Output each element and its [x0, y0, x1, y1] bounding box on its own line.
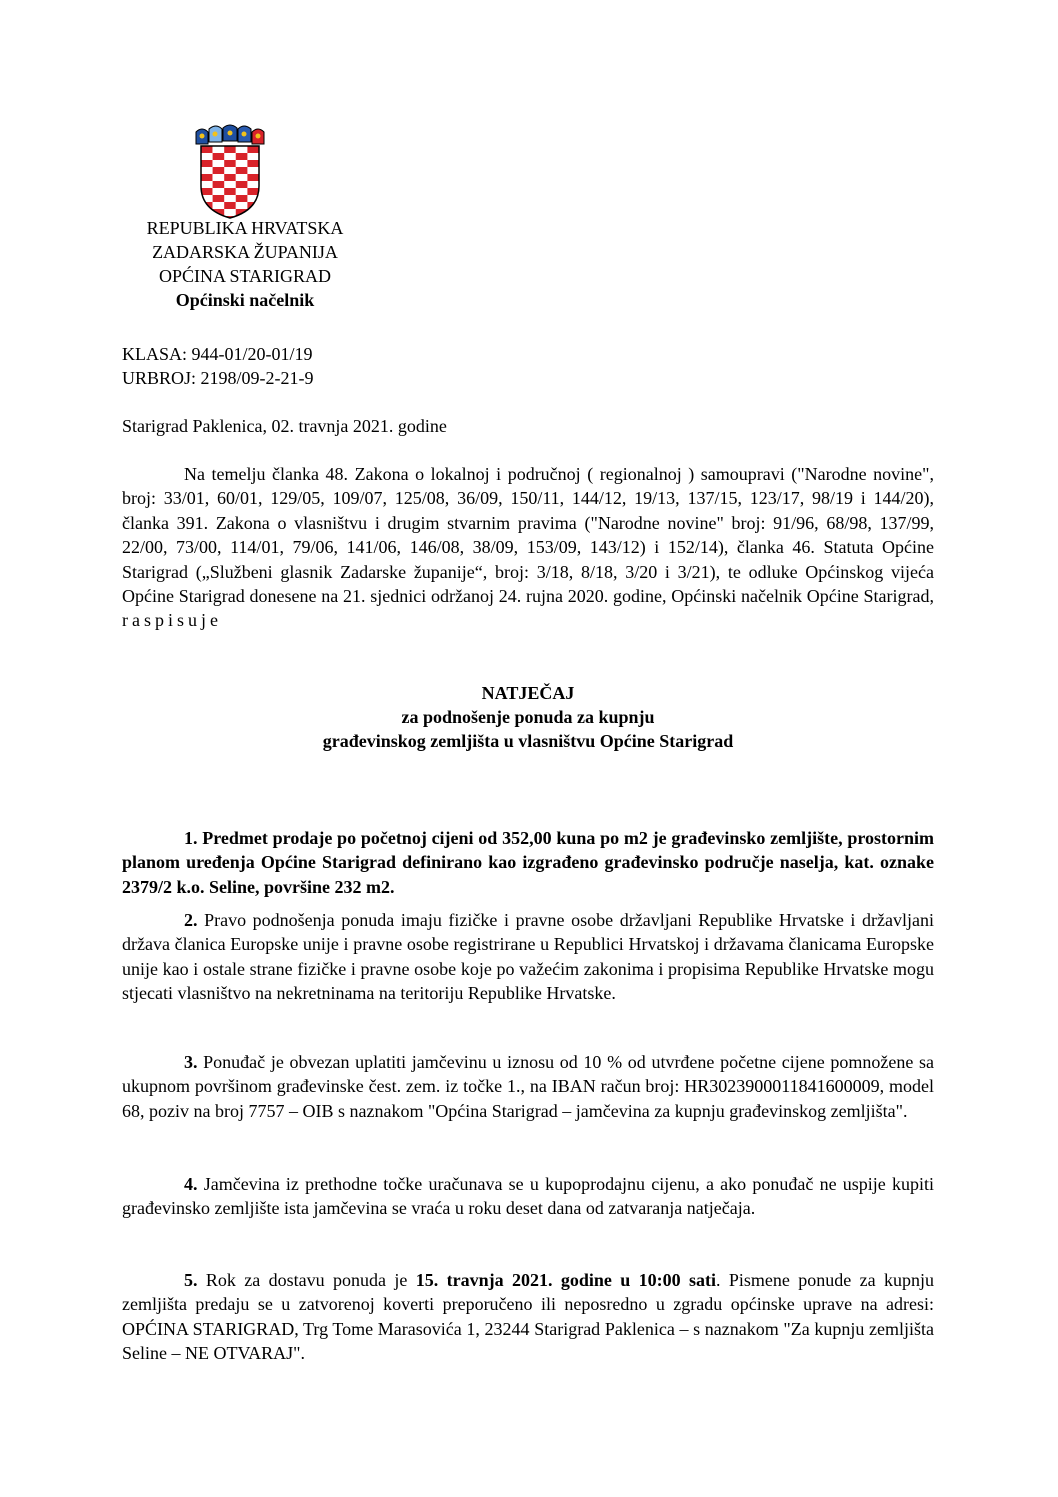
- issuer-header: [100, 216, 390, 312]
- item-5-text-a: Rok za dostavu ponuda je: [197, 1270, 416, 1290]
- item-2-paragraph: [122, 908, 934, 1006]
- header-line-county: ZADARSKA ŽUPANIJA: [152, 242, 338, 262]
- header-line-mayor: Općinski načelnik: [175, 290, 315, 310]
- item-5-number: 5.: [184, 1270, 198, 1290]
- item-4-text: Jamčevina iz prethodne točke uračunava se u kupoprodajnu cijenu, a ako ponuđač ne uspije kupiti građevinsko zemljište ista jamčevina se vraća u roku deset dana od zatvaranja natječaja.: [122, 1174, 934, 1219]
- intro-verb: raspisuje: [122, 610, 222, 631]
- klasa-line: KLASA: 944-01/20-01/19: [122, 344, 313, 364]
- header-line-republic: REPUBLIKA HRVATSKA: [146, 218, 344, 238]
- reference-numbers: [122, 342, 314, 390]
- item-3-number: 3.: [184, 1052, 198, 1072]
- intro-text: Na temelju članka 48. Zakona o lokalnoj i područnoj ( regionalnoj ) samoupravi ("Narodne novine", broj: 33/01, 60/01, 129/05, 109/07, 125/08, 36/09, 150/11, 144/12, 19/13, 137/15, 123/17, 98/19 i 144/20), članka 391. Zakona o vlasništvu i drugim stvarnim pravima ("Narodne novine" broj: 91/96, 68/98, 137/99, 22/00, 73/00, 114/01, 79/06, 141/06, 146/08, 38/09, 153/09, 143/12) i 152/14), članka 46. Statuta Općine Starigrad („Službeni glasnik Zadarske županije“, broj: 3/18, 8/18, 3/20 i 3/21), te odluke Općinskog vijeća Općine Starigrad donesene na 21. sjednici održanoj 24. rujna 2020. godine, Općinski načelnik Općine Starigrad,: [122, 464, 934, 607]
- item-3-paragraph: [122, 1050, 934, 1123]
- item-5-paragraph: [122, 1268, 934, 1366]
- title-line-1: NATJEČAJ: [481, 683, 575, 703]
- intro-paragraph: [122, 462, 934, 633]
- item-2-number: 2.: [184, 910, 198, 930]
- item-3-text: Ponuđač je obvezan uplatiti jamčevinu u iznosu od 10 % od utvrđene početne cijene pomnožene sa ukupnom površinom građevinske čest. zem. iz točke 1., na IBAN račun broj: HR3023900011841600009, model 68, poziv na broj 7757 – OIB s naznakom "Općina Starigrad – jamčevina za kupnju građevinskog zemljišta".: [122, 1052, 934, 1121]
- document-title: [122, 681, 934, 753]
- checkered-shield-icon: [201, 146, 259, 218]
- item-4-paragraph: [122, 1172, 934, 1221]
- title-line-3: građevinskog zemljišta u vlasništvu Općine Starigrad: [322, 731, 734, 751]
- place-date-line: Starigrad Paklenica, 02. travnja 2021. godine: [122, 416, 447, 436]
- crown-icon: [196, 125, 264, 144]
- croatian-coat-of-arms-emblem: [192, 124, 268, 220]
- header-line-municipality: OPĆINA STARIGRAD: [158, 266, 332, 286]
- item-5-deadline: 15. travnja 2021. godine u 10:00 sati: [415, 1270, 717, 1290]
- title-line-2: za podnošenje ponuda za kupnju: [401, 707, 655, 727]
- item-5-text-b: . Pismene ponude za kupnju zemljišta predaju se u zatvorenoj koverti preporučeno ili neposredno u zgradu općinske uprave na adresi: OPĆINA STARIGRAD, Trg Tome Marasovića 1, 23244 Starigrad Paklenica – s naznakom "Za kupnju zemljišta Seline – NE OTVARAJ".: [122, 1270, 934, 1364]
- urbroj-line: URBROJ: 2198/09-2-21-9: [122, 368, 314, 388]
- item-2-text: Pravo podnošenja ponuda imaju fizičke i pravne osobe državljani Republike Hrvatske i državljani država članica Europske unije i pravne osobe registrirane u Republici Hrvatskoj i državama članicama Europske unije kao i ostale strane fizičke i pravne osobe koje po važećim zakonima i propisima Republike Hrvatske mogu stjecati vlasništvo na nekretninama na teritoriju Republike Hrvatske.: [122, 910, 934, 1004]
- item-1-paragraph: 1. Predmet prodaje po početnoj cijeni od 352,00 kuna po m2 je građevinsko zemljište, prostornim planom uređenja Općine Starigrad definirano kao izgrađeno građevinsko područje naselja, kat. oznake 2379/2 k.o. Seline, površine 232 m2.: [122, 828, 934, 897]
- item-4-number: 4.: [184, 1174, 198, 1194]
